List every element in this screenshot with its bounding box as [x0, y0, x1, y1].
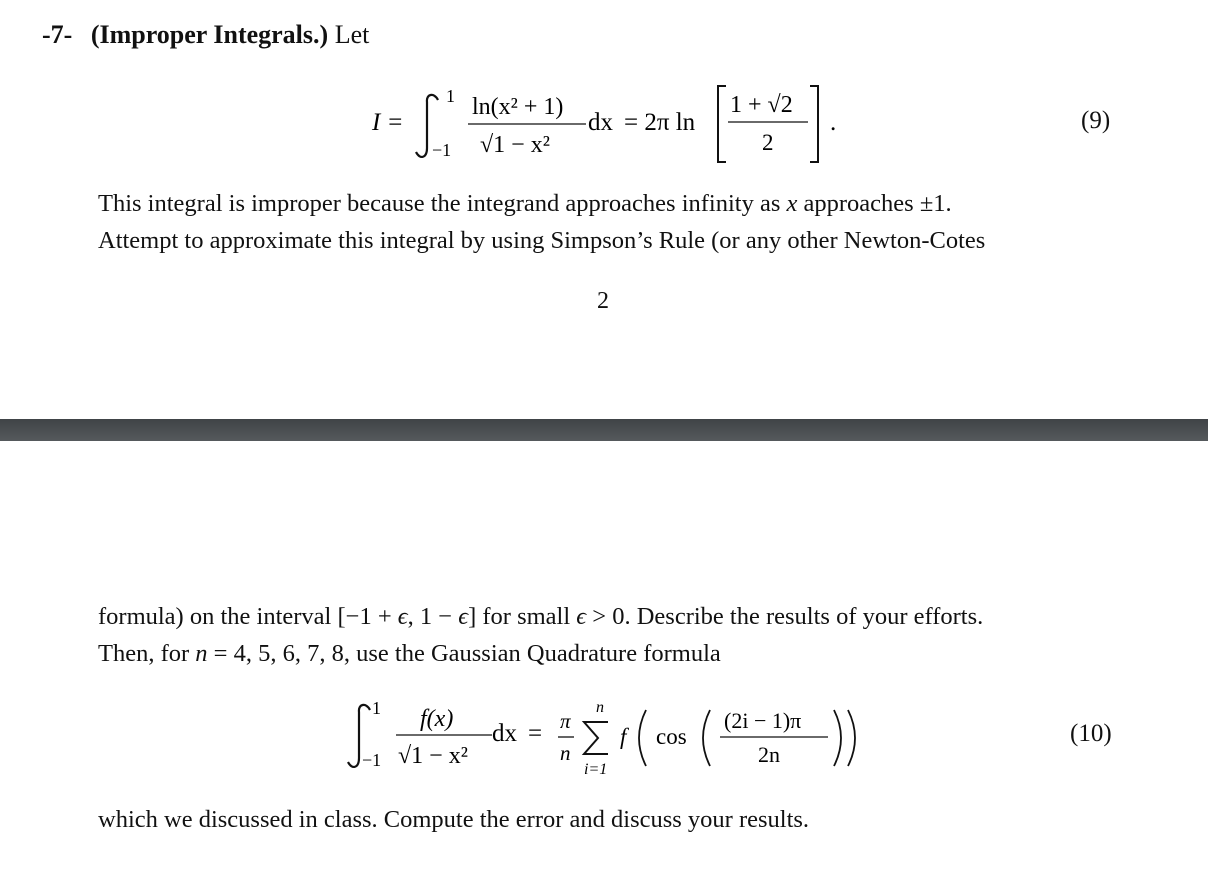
eq10-inner-numerator: (2i − 1)π	[724, 708, 802, 733]
p2-eps-3: ϵ	[576, 603, 587, 630]
open-paren-outer	[639, 710, 646, 766]
p2-eps-1: ϵ	[397, 603, 408, 630]
close-paren-inner	[834, 710, 841, 766]
eq10-sum-upper: n	[596, 699, 604, 716]
paragraph-2	[98, 599, 1114, 672]
eq10-sum-lower: i=1	[584, 761, 608, 778]
paragraph-2-line-1	[98, 599, 1114, 636]
open-paren-inner	[703, 710, 710, 766]
problem-title: (Improper Integrals.)	[90, 20, 329, 49]
eq10-inner-denominator: 2n	[758, 742, 780, 767]
eq10-label: (10)	[1070, 720, 1112, 747]
summation-sign	[584, 722, 608, 754]
p2-eps-2: ϵ	[458, 603, 469, 630]
eq9-lower-limit: −1	[432, 140, 452, 160]
eq9-differential: dx	[588, 109, 613, 136]
p2-text-d: > 0. Describe the results of your efforts.	[586, 603, 984, 630]
paragraph-3: which we discussed in class. Compute the error and discuss your results.	[98, 806, 810, 833]
equation-10	[340, 692, 880, 784]
paragraph-2-line-2	[98, 636, 1114, 673]
eq10-n: n	[560, 741, 571, 765]
paragraph-1	[98, 186, 1114, 259]
p2-text-c: ] for small	[468, 603, 577, 630]
eq9-lhs: I =	[372, 109, 404, 136]
right-bracket	[810, 86, 818, 162]
eq9-numerator: ln(x² + 1)	[472, 94, 564, 120]
left-bracket	[718, 86, 726, 162]
eq9-bracket-numerator: 1 + √2	[730, 92, 793, 118]
eq10-cos: cos	[656, 724, 687, 749]
eq10-func: f	[620, 724, 627, 749]
problem-heading	[42, 20, 369, 50]
p2-text-b: , 1 −	[407, 603, 459, 630]
problem-lead: Let	[334, 20, 370, 49]
equation-9	[360, 78, 840, 170]
eq10-differential: dx	[492, 720, 517, 747]
eq10-numerator: f(x)	[420, 706, 454, 732]
p2-text-a: formula) on the interval [−1 +	[98, 603, 398, 630]
p1-text-b: approaches ±1.	[797, 190, 952, 217]
eq9-rhs-prefix: = 2π ln	[624, 109, 696, 136]
eq9-upper-limit: 1	[446, 86, 455, 106]
eq10-upper-limit: 1	[372, 698, 381, 718]
eq9-bracket-denominator: 2	[762, 130, 774, 155]
p2-var-n: n	[195, 639, 208, 667]
eq10-equals: =	[528, 720, 543, 747]
p2-text-e: Then, for	[98, 639, 196, 667]
eq9-label: (9)	[1081, 107, 1111, 134]
p2-text-f: = 4, 5, 6, 7, 8, use the Gaussian Quadrature formula	[207, 639, 721, 667]
eq10-denominator: √1 − x²	[398, 743, 468, 769]
paragraph-1-line-1	[98, 186, 1114, 223]
p1-var-x: x	[786, 190, 798, 217]
eq10-lower-limit: −1	[362, 750, 382, 770]
p1-text-a: This integral is improper because the integrand approaches infinity as	[98, 190, 787, 217]
eq9-denominator: √1 − x²	[480, 132, 550, 158]
page-number: 2	[597, 288, 609, 314]
eq10-pi: π	[560, 709, 571, 733]
page-break-bar	[0, 419, 1208, 441]
eq9-trailing: .	[830, 109, 837, 136]
paragraph-1-line-2: Attempt to approximate this integral by using Simpson’s Rule (or any other Newton-Cotes	[98, 226, 986, 254]
problem-number: -7-	[42, 20, 73, 49]
close-paren-outer	[848, 710, 855, 766]
